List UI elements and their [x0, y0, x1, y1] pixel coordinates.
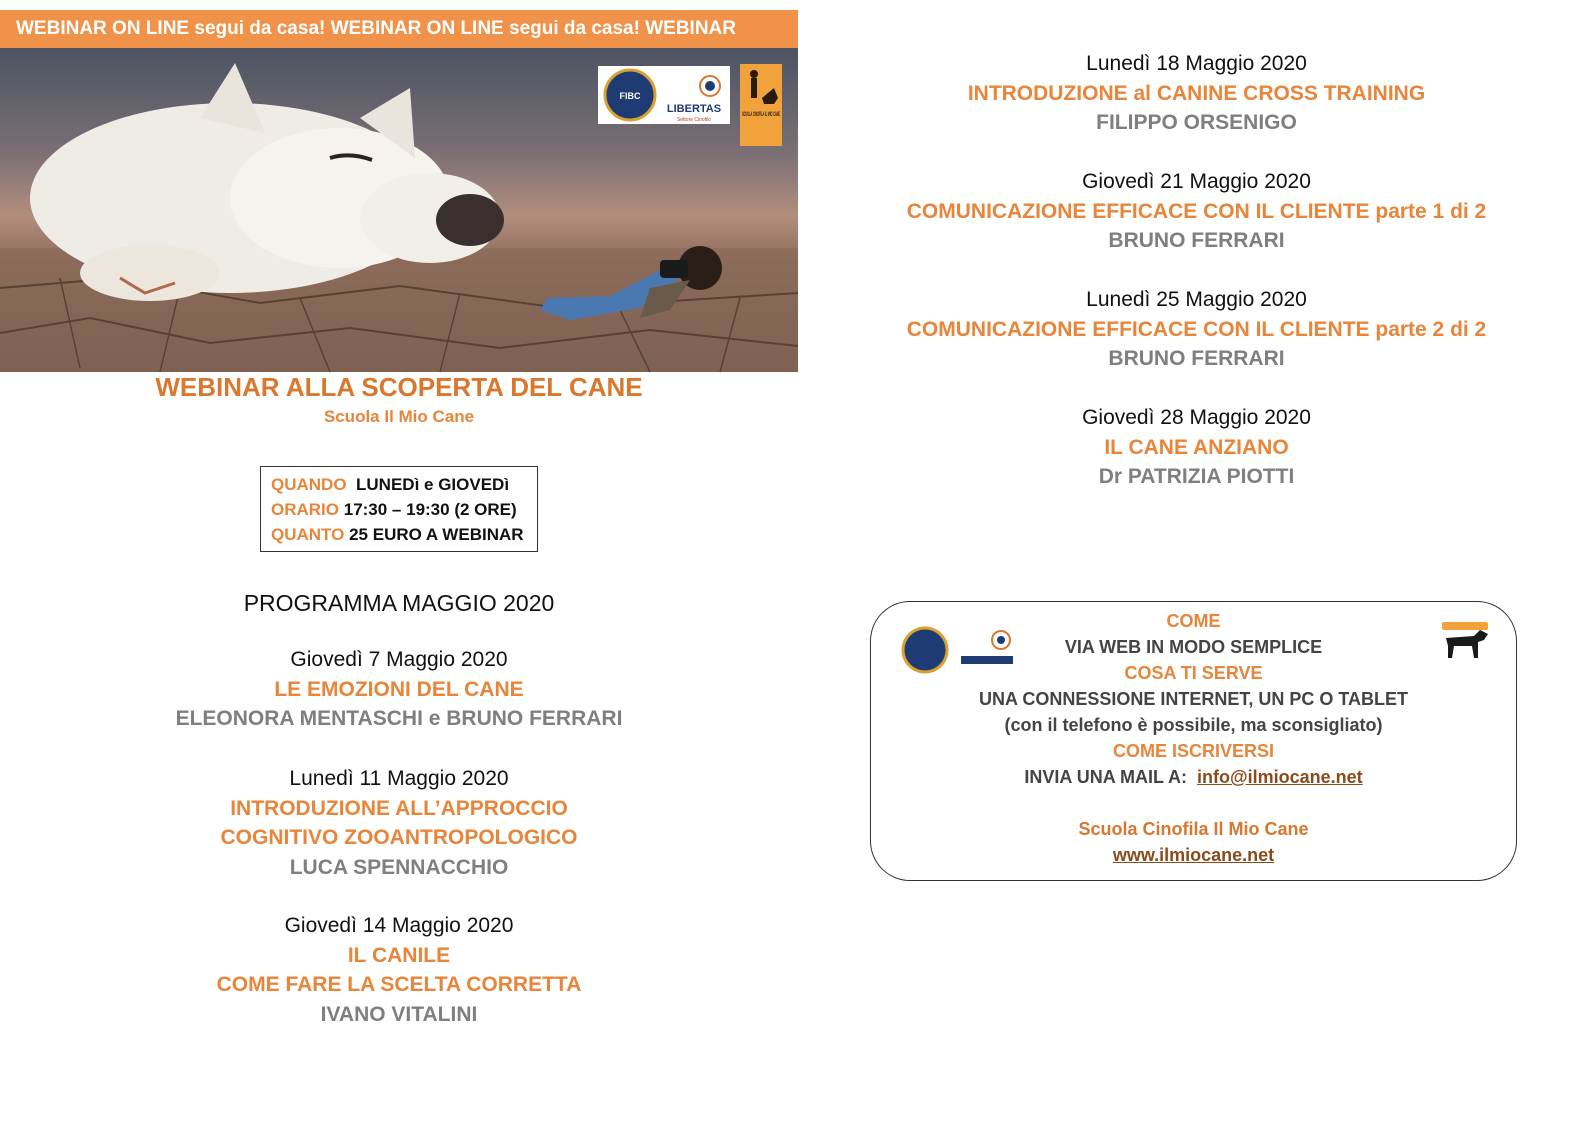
website-link[interactable]: www.ilmiocane.net	[1112, 845, 1275, 865]
banner-text: WEBINAR ON LINE segui da casa! WEBINAR ON LINE segui da casa! WEBINAR	[16, 18, 736, 39]
serve-note: (con il telefono è possibile, ma sconsigliato)	[1004, 715, 1383, 735]
info-time-key: ORARIO	[271, 500, 339, 519]
info-when-key: QUANDO	[271, 475, 347, 494]
session-date: Lunedì 11 Maggio 2020	[289, 767, 509, 790]
settore-logo-text: Settore Cinofilo	[676, 117, 712, 123]
right-session-3	[800, 285, 1593, 374]
session-topic: COME FARE LA SCELTA CORRETTA	[216, 973, 582, 996]
signup-prefix: INVIA UNA MAIL A:	[1024, 767, 1198, 787]
spacer	[871, 790, 1516, 816]
session-topic: COMUNICAZIONE EFFICACE CON IL CLIENTE parte 1 di 2	[906, 199, 1487, 223]
session-topic: INTRODUZIONE ALL’APPROCCIO	[230, 796, 568, 820]
fibc-logo-text: FIBC	[619, 91, 641, 101]
partner-logos-svg	[598, 66, 730, 124]
contact-text	[871, 608, 1516, 868]
right-session-1	[800, 49, 1593, 138]
info-time	[271, 497, 527, 522]
session-date: Lunedì 25 Maggio 2020	[1086, 288, 1307, 311]
session-topic: LE EMOZIONI DEL CANE	[274, 677, 524, 701]
session-date: Giovedì 14 Maggio 2020	[284, 914, 514, 937]
info-price	[271, 522, 527, 547]
program-title: PROGRAMMA MAGGIO 2020	[243, 590, 555, 616]
serve-heading: COSA TI SERVE	[1124, 663, 1263, 683]
session-topic: COMUNICAZIONE EFFICACE CON IL CLIENTE parte 2 di 2	[906, 317, 1487, 341]
partner-logos	[598, 66, 730, 124]
right-session-4	[800, 403, 1593, 492]
left-session-2	[0, 764, 798, 882]
session-speaker: BRUNO FERRARI	[1108, 347, 1285, 370]
info-when-value: LUNEDì e GIOVEDì	[356, 475, 510, 494]
info-box	[260, 466, 538, 552]
session-speaker: IVANO VITALINI	[320, 1002, 478, 1026]
right-session-2	[800, 167, 1593, 256]
session-speaker: LUCA SPENNACCHIO	[289, 855, 509, 879]
email-link[interactable]: info@ilmiocane.net	[1197, 767, 1363, 787]
session-speaker: ELEONORA MENTASCHI e BRUNO FERRARI	[175, 707, 623, 730]
session-date: Lunedì 18 Maggio 2020	[1086, 52, 1307, 75]
session-speaker: Dr PATRIZIA PIOTTI	[1098, 465, 1295, 488]
session-topic: INTRODUZIONE al CANINE CROSS TRAINING	[967, 81, 1426, 105]
session-topic: IL CANILE	[347, 943, 451, 967]
info-price-value: 25 EURO A WEBINAR	[349, 525, 524, 544]
side-logo	[740, 64, 782, 146]
session-speaker: FILIPPO ORSENIGO	[1096, 111, 1297, 134]
info-time-value: 17:30 – 19:30 (2 ORE)	[343, 500, 517, 519]
top-banner	[0, 10, 798, 48]
session-topic: IL CANE ANZIANO	[1104, 435, 1289, 459]
school-logo-text: SCUOLA CINOFILA IL MIO CANE	[742, 112, 780, 118]
info-when	[271, 472, 527, 497]
signup-line	[871, 764, 1516, 790]
come-body: VIA WEB IN MODO SEMPLICE	[1064, 637, 1323, 657]
contact-box	[870, 601, 1517, 881]
serve-body: UNA CONNESSIONE INTERNET, UN PC O TABLET	[978, 689, 1409, 709]
info-price-key: QUANTO	[271, 525, 345, 544]
hero-image	[0, 48, 798, 372]
school-logo-svg	[740, 64, 782, 146]
session-topic: COGNITIVO ZOOANTROPOLOGICO	[220, 826, 578, 849]
org-name: Scuola Cinofila Il Mio Cane	[1078, 819, 1309, 839]
page-subtitle: Scuola Il Mio Cane	[323, 407, 475, 426]
left-session-3	[0, 911, 798, 1029]
session-date: Giovedì 28 Maggio 2020	[1082, 406, 1311, 429]
session-date: Giovedì 21 Maggio 2020	[1082, 170, 1311, 193]
left-session-1	[0, 645, 798, 734]
session-date: Giovedì 7 Maggio 2020	[290, 648, 508, 671]
libertas-logo-text: LIBERTAS	[666, 103, 722, 115]
page-title: WEBINAR ALLA SCOPERTA DEL CANE	[155, 372, 643, 402]
come-heading: COME	[1166, 611, 1221, 631]
session-speaker: BRUNO FERRARI	[1108, 229, 1285, 252]
signup-heading: COME ISCRIVERSI	[1112, 741, 1275, 761]
